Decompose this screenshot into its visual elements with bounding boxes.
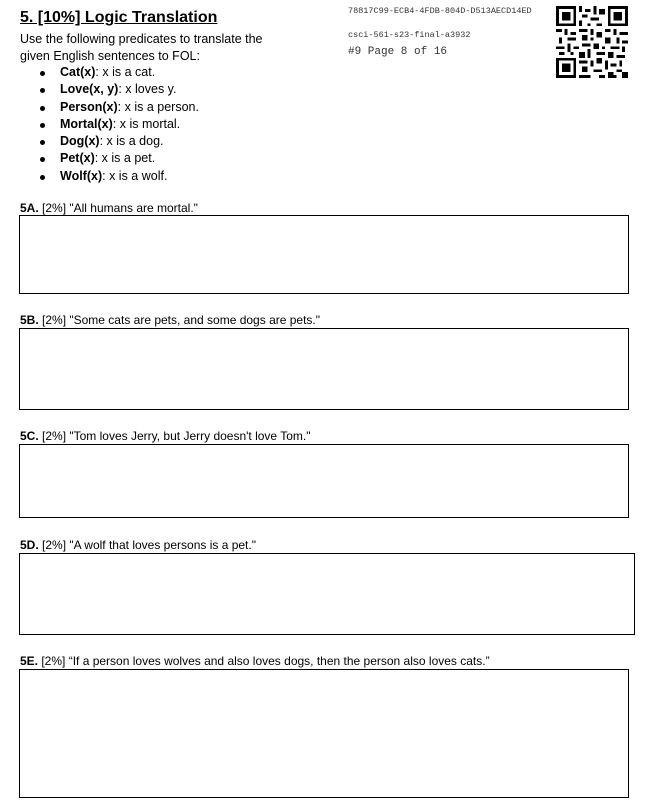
predicate-desc: : x loves y. xyxy=(118,82,177,97)
predicate-desc: : x is a pet. xyxy=(94,151,156,166)
question-5c-label xyxy=(20,429,311,443)
instructions-text: Use the following predicates to translate the given English sentences to FOL: xyxy=(20,32,263,63)
section-title: 5. [10%] Logic Translation xyxy=(20,9,218,26)
answer-box-5e[interactable] xyxy=(19,669,629,798)
question-5d-label xyxy=(20,538,256,552)
exam-id: 78817C99-ECB4-4FDB-804D-D513AECD14ED xyxy=(348,6,532,16)
qr-code-icon xyxy=(556,6,628,78)
predicate-desc: : x is a person. xyxy=(117,99,199,114)
question-id: 5E. xyxy=(20,654,39,668)
predicate-desc: : x is mortal. xyxy=(112,116,181,131)
predicate-list xyxy=(40,64,199,185)
predicate-name: Pet(x) xyxy=(60,151,95,166)
question-text: [2%] "A wolf that loves persons is a pet." xyxy=(38,538,256,552)
question-5b-label xyxy=(20,313,320,327)
answer-box-5a[interactable] xyxy=(19,215,629,294)
predicate-name: Cat(x) xyxy=(60,65,96,79)
predicate-item xyxy=(40,99,199,116)
predicate-name: Person(x) xyxy=(60,99,118,114)
predicate-item xyxy=(40,116,199,133)
answer-box-5c[interactable] xyxy=(19,444,629,518)
question-text: [2%] "Tom loves Jerry, but Jerry doesn't love Tom." xyxy=(38,429,311,443)
predicate-name: Dog(x) xyxy=(60,134,100,149)
predicate-item xyxy=(40,168,199,185)
question-text: [2%] “If a person loves wolves and also loves dogs, then the person also loves cats.” xyxy=(38,654,490,668)
question-id: 5C. xyxy=(20,429,39,443)
predicate-item xyxy=(40,64,199,81)
question-5e-label xyxy=(20,654,490,668)
predicate-item xyxy=(40,150,199,167)
answer-box-5d[interactable] xyxy=(19,553,635,635)
predicate-item xyxy=(40,133,199,150)
predicate-desc: : x is a wolf. xyxy=(102,168,168,183)
predicate-desc: : x is a dog. xyxy=(99,134,164,149)
course-code: csci-561-s23-final-a3932 xyxy=(348,30,471,40)
question-text: [2%] "All humans are mortal." xyxy=(38,201,198,215)
predicate-desc: : x is a cat. xyxy=(95,65,156,79)
question-id: 5B. xyxy=(20,313,39,327)
predicate-name: Mortal(x) xyxy=(60,116,113,131)
question-id: 5A. xyxy=(20,201,39,215)
predicate-name: Love(x, y) xyxy=(60,82,119,97)
question-5a-label xyxy=(20,201,198,215)
question-text: [2%] "Some cats are pets, and some dogs are pets." xyxy=(38,313,321,327)
predicate-item xyxy=(40,81,199,98)
answer-box-5b[interactable] xyxy=(19,328,629,410)
predicate-name: Wolf(x) xyxy=(60,168,103,183)
page-label: #9 Page 8 of 16 xyxy=(348,46,448,58)
question-id: 5D. xyxy=(20,538,39,552)
